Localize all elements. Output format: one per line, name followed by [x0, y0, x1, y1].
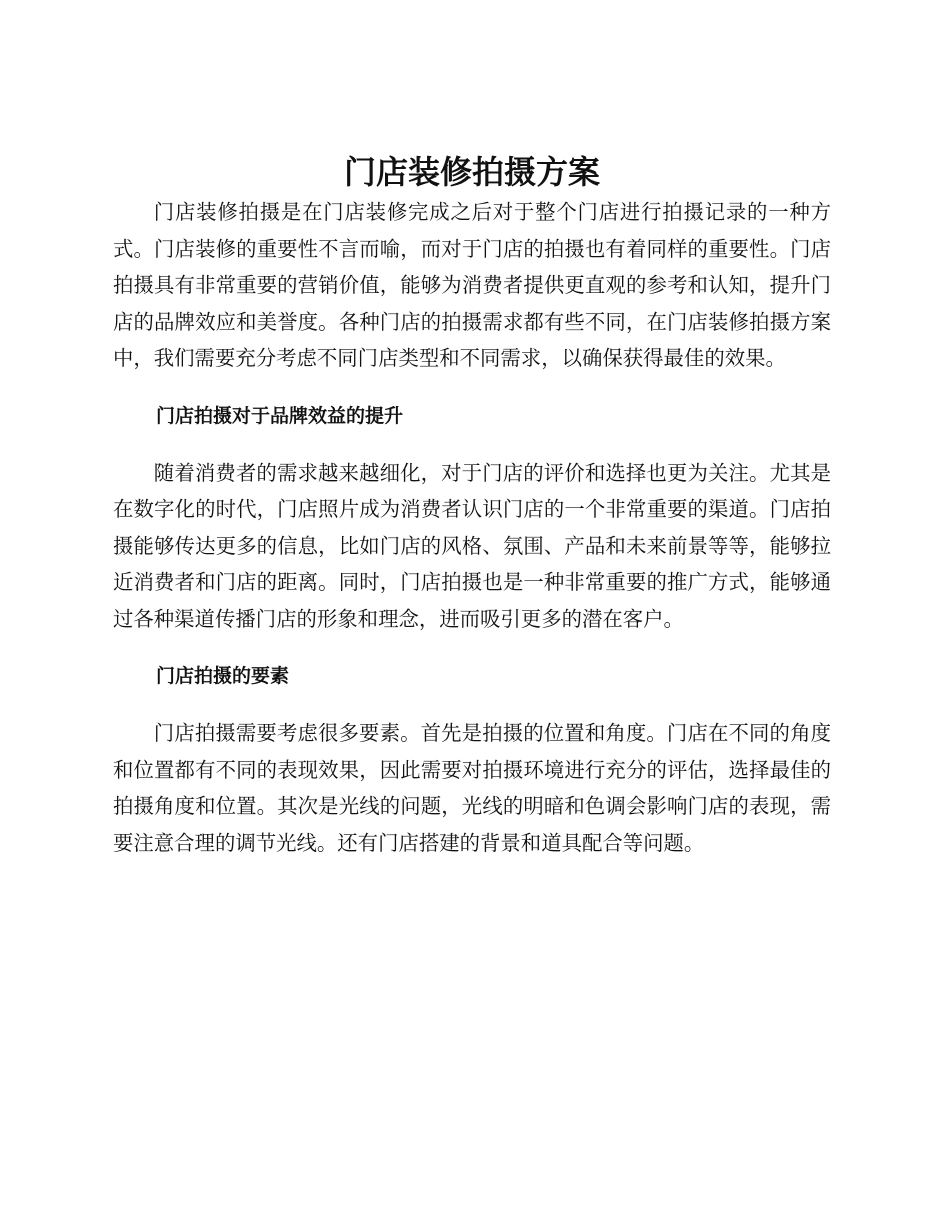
spacer — [113, 377, 831, 401]
intro-paragraph: 门店装修拍摄是在门店装修完成之后对于整个门店进行拍摄记录的一种方式。门店装修的重要性不言而喻，而对于门店的拍摄也有着同样的重要性。门店拍摄具有非常重要的营销价值，能够为消费者提供更直观的参考和认知，提升门店的品牌效应和美誉度。各种门店的拍摄需求都有些不同，在门店装修拍摄方案中，我们需要充分考虑不同门店类型和不同需求，以确保获得最佳的效果。 — [113, 200, 831, 370]
section-body-brand: 随着消费者的需求越来越细化，对于门店的评价和选择也更为关注。尤其是在数字化的时代，门店照片成为消费者认识门店的一个非常重要的渠道。门店拍摄能够传达更多的信息，比如门店的风格、氛围、产品和未来前景等等，能够拉近消费者和门店的距离。同时，门店拍摄也是一种非常重要的推广方式，能够通过各种渠道传播门店的形象和理念，进而吸引更多的潜在客户。 — [113, 460, 831, 631]
document-content — [113, 150, 831, 861]
spacer — [113, 637, 831, 661]
section-heading-brand: 门店拍摄对于品牌效益的提升 — [156, 404, 404, 427]
spacer — [113, 431, 831, 455]
document-title: 门店装修拍摄方案 — [343, 153, 600, 191]
section-heading-elements: 门店拍摄的要素 — [156, 665, 290, 687]
section-body-elements: 门店拍摄需要考虑很多要素。首先是拍摄的位置和角度。门店在不同的角度和位置都有不同的表现效果，因此需要对拍摄环境进行充分的评估，选择最佳的拍摄角度和位置。其次是光线的问题，光线的明暗和色调会影响门店的表现，需要注意合理的调节光线。还有门店搭建的背景和道具配合等问题。 — [113, 721, 831, 855]
spacer — [113, 691, 831, 715]
